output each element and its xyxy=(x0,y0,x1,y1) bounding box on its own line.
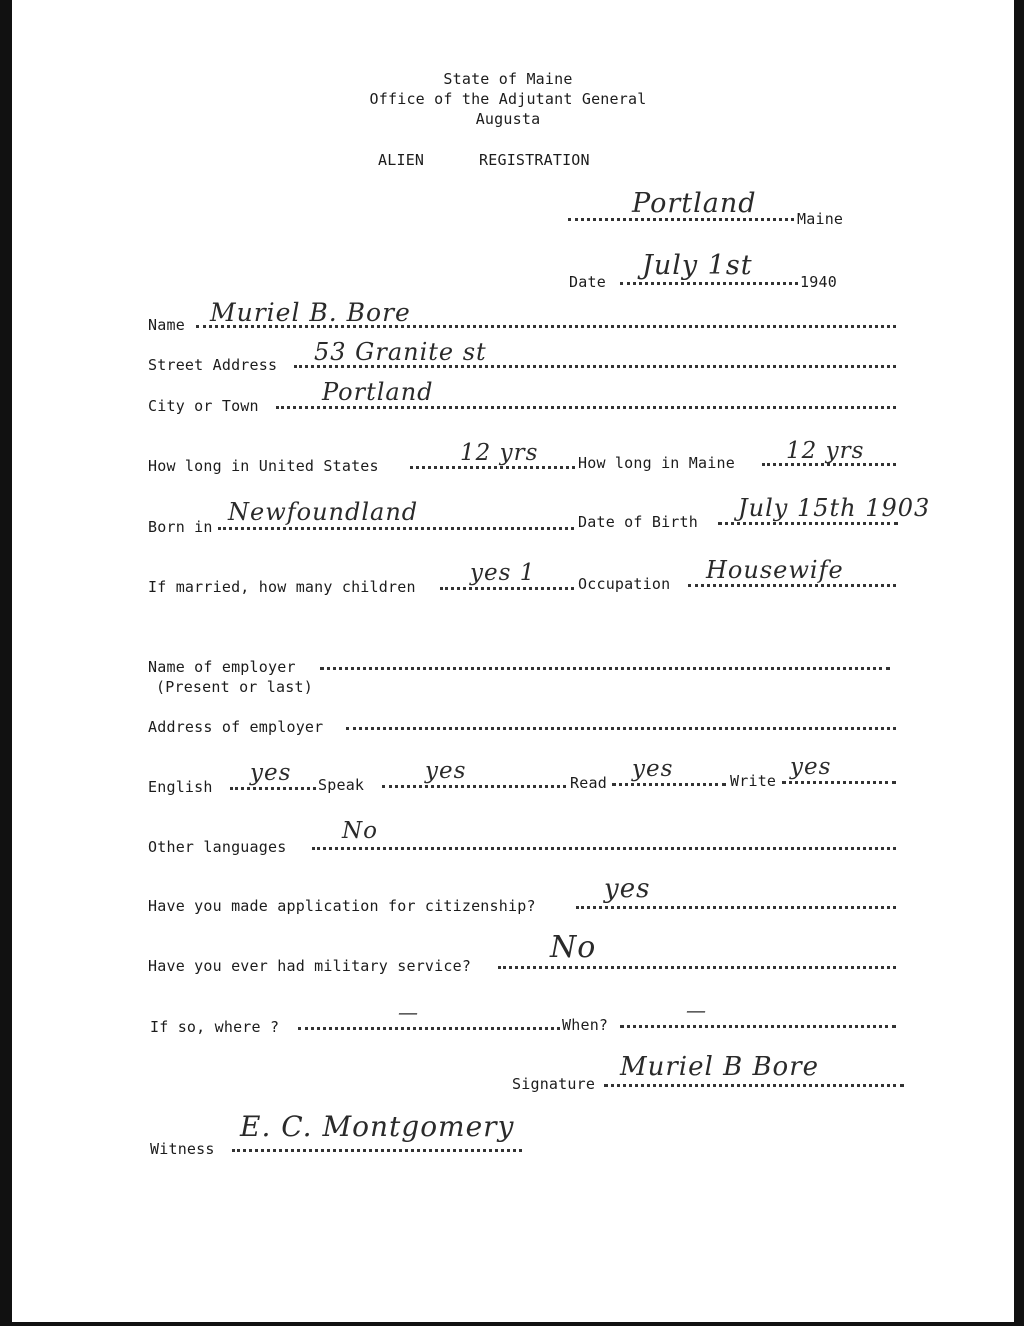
title-registration: REGISTRATION xyxy=(479,151,590,169)
name-value: Muriel B. Bore xyxy=(210,298,411,327)
scan-edge-left xyxy=(0,0,12,1326)
speak-label: Speak xyxy=(318,776,365,794)
english-dots xyxy=(230,787,316,790)
witness-label: Witness xyxy=(150,1140,215,1158)
employer-label: Name of employer xyxy=(148,658,296,676)
born-label: Born in xyxy=(148,518,213,536)
write-label: Write xyxy=(730,772,777,790)
date-value: July 1st xyxy=(642,250,753,281)
write-dots xyxy=(782,781,896,784)
speak-dots xyxy=(382,785,566,788)
occupation-value: Housewife xyxy=(706,556,844,584)
occupation-dots xyxy=(688,584,896,587)
employer-dots xyxy=(320,667,890,670)
signature-dots xyxy=(604,1084,904,1087)
maine-value: 12 yrs xyxy=(786,438,865,464)
date-year: 1940 xyxy=(800,273,837,291)
scan-edge-bottom xyxy=(0,1322,1024,1326)
born-dots xyxy=(218,527,574,530)
signature-label: Signature xyxy=(512,1075,596,1093)
other-languages-value: No xyxy=(342,818,378,844)
street-label: Street Address xyxy=(148,356,278,374)
other-languages-dots xyxy=(312,847,896,850)
citizenship-value: yes xyxy=(604,874,651,904)
dob-dots xyxy=(718,522,898,525)
military-label: Have you ever had military service? xyxy=(148,957,472,975)
when-label: When? xyxy=(562,1016,609,1034)
location-suffix: Maine xyxy=(797,210,844,228)
city-value: Portland xyxy=(322,378,434,406)
us-label: How long in United States xyxy=(148,457,379,475)
military-value: No xyxy=(550,930,597,965)
read-dots xyxy=(612,783,726,786)
witness-dots xyxy=(232,1149,522,1152)
date-dots xyxy=(620,282,798,285)
children-dots xyxy=(440,587,574,590)
city-label: City or Town xyxy=(148,397,259,415)
other-languages-label: Other languages xyxy=(148,838,287,856)
us-dots xyxy=(410,466,575,469)
header-office: Office of the Adjutant General xyxy=(369,90,647,108)
scan-edge-right xyxy=(1014,0,1024,1326)
born-value: Newfoundland xyxy=(228,498,419,526)
city-dots xyxy=(276,406,896,409)
read-value: yes xyxy=(632,756,674,782)
english-value: yes xyxy=(250,760,292,786)
read-label: Read xyxy=(570,774,607,792)
when-dots xyxy=(620,1025,896,1028)
military-dots xyxy=(498,966,896,969)
where-label: If so, where ? xyxy=(150,1018,280,1036)
citizenship-label: Have you made application for citizenship? xyxy=(148,897,536,915)
location-value: Portland xyxy=(632,188,757,219)
when-value: — xyxy=(686,998,707,1022)
citizenship-dots xyxy=(576,906,896,909)
write-value: yes xyxy=(790,754,832,780)
signature-value: Muriel B Bore xyxy=(620,1052,820,1082)
employer-address-label: Address of employer xyxy=(148,718,324,736)
where-dots xyxy=(298,1027,560,1030)
speak-value: yes xyxy=(425,758,467,784)
dob-value: July 15th 1903 xyxy=(738,494,931,522)
occupation-label: Occupation xyxy=(578,575,671,593)
maine-label: How long in Maine xyxy=(578,454,735,472)
witness-value: E. C. Montgomery xyxy=(240,1110,515,1143)
header-city: Augusta xyxy=(475,110,541,128)
children-value: yes 1 xyxy=(470,560,536,586)
date-label: Date xyxy=(569,273,606,291)
header-state: State of Maine xyxy=(443,70,573,88)
dob-label: Date of Birth xyxy=(578,513,698,531)
name-label: Name xyxy=(148,316,185,334)
where-value: — xyxy=(398,1000,419,1024)
english-label: English xyxy=(148,778,213,796)
street-value: 53 Granite st xyxy=(314,338,487,366)
title-alien: ALIEN xyxy=(378,151,425,169)
employer-sublabel: (Present or last) xyxy=(156,678,313,696)
us-value: 12 yrs xyxy=(460,440,539,466)
employer-address-dots xyxy=(346,727,896,730)
children-label: If married, how many children xyxy=(148,578,416,596)
